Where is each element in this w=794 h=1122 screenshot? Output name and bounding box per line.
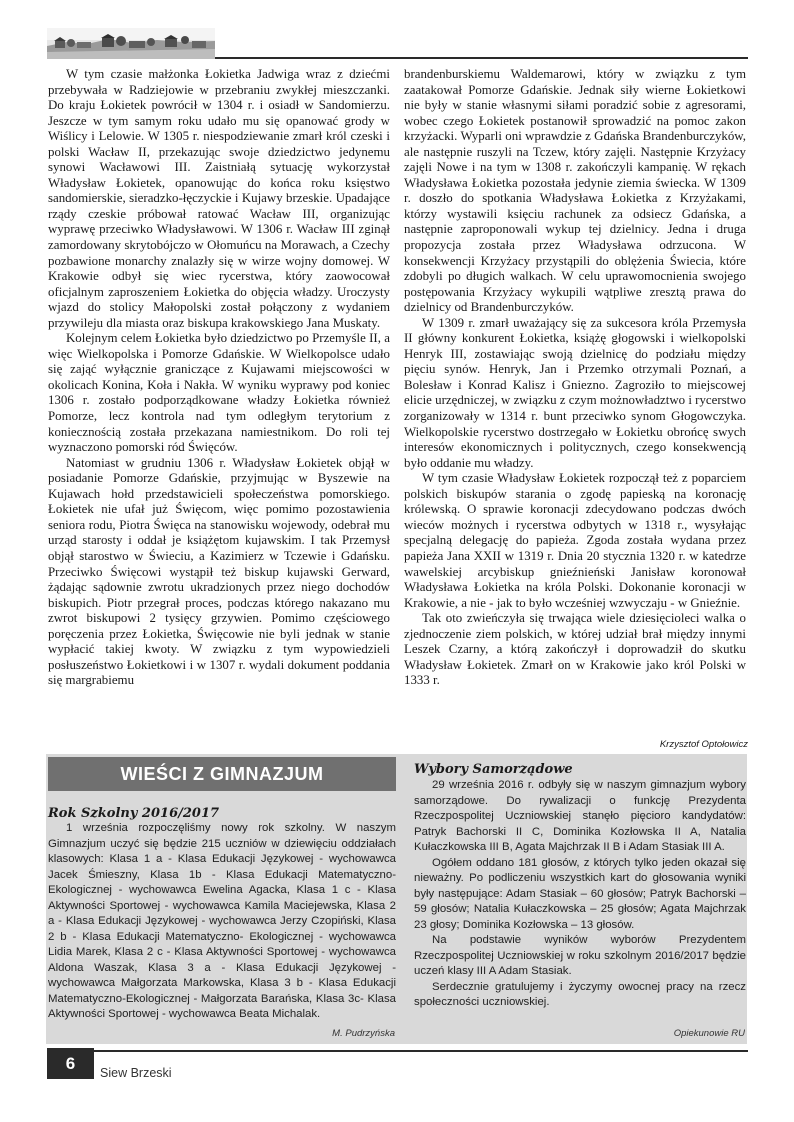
elections-body <box>414 778 746 1011</box>
history-paragraph: Kolejnym celem Łokietka było dziedzictwo po Przemyśle II, a więc Wielkopolska i Pomorze Gdańskie. W Wielkopolsce udało się zająć wyłącznie graniczące z Kujawami miejscowości w okolicach Konina, Koła i Nakła. W wyniku wyprawy pod koniec 1306 r. zostało podporządkowane władzy Łokietka również Pomorze, lecz kontrola nad tym odległym terytorium z koniecznością została przekazana namiestnikom. Do roli tej wyznaczono pomorski ród Święców. <box>48 331 390 455</box>
header-village-photo <box>47 28 215 59</box>
history-paragraph: Tak oto zwieńczyła się trwająca wiele dziesięcioleci walka o zjednoczenie ziem polskich, w której udział brał między innymi Leszek Czarny, a którą zakończył i doprowadził do skutku Władysław Łokietek. Zmarł on w Krakowie jako król Polski w 1333 r. <box>404 611 746 688</box>
school-year-author: M. Pudrzyńska <box>332 1028 395 1039</box>
elections-paragraph: 29 września 2016 r. odbyły się w naszym gimnazjum wybory samorządowe. Do rywalizacji o funkcję Prezydenta Rzeczpospolitej Uczniowskiej stanęło pięcioro kandydatów: Patryk Bachorski II C, Dominika Kozłowska II A, Natalia Kułaczkowska III B, Agata Majchrzak II B i Adam Stasiak III A. <box>414 779 746 853</box>
page-number: 6 <box>47 1048 94 1079</box>
school-year-body <box>48 821 396 1023</box>
school-year-title: Rok Szkolny 2016/2017 <box>48 806 220 821</box>
elections-paragraph: Ogółem oddano 181 głosów, z których tylko jeden okazał się nieważny. Po podliczeniu wszystkich kart do głosowania wyniki były następujące: Adam Stasiak – 60 głosów; Patryk Bachorski – 59 głosów; Natalia Kułaczkowska – 25 głosów; Agata Majchrzak 23 głosy; Dominika Kozłowska – 13 głosów. <box>414 856 746 931</box>
elections-author: Opiekunowie RU <box>673 1028 745 1039</box>
history-author: Krzysztof Optołowicz <box>659 739 748 750</box>
magazine-title: Siew Brzeski <box>100 1066 172 1080</box>
header-rule <box>215 57 748 59</box>
elections-paragraph: Serdecznie gratulujemy i życzymy owocnej pracy na rzecz społeczności uczniowskiej. <box>414 980 746 1008</box>
history-paragraph-continued: brandenburskiemu Waldemarowi, który w związku z tym zaatakował Pomorze Gdańskie. Jednak siły wierne Łokietkowi nie były w stanie własnymi siłami poradzić sobie z agresorami, wobec czego Łokietek postanowił sprowadzić na pomoc zakon krzyżacki. Wyparli oni wprawdzie z Gdańska Brandenburczyków, ale następnie ruszyli na Tczew, który zajęli. Następnie Krzyżacy zajęli Nowe i na tym w 1308 r. zakończyli kampanię. W rękach Władysława Łokietka pozostała jedynie ziemia świecka. W 1309 r. doszło do spotkania Władysława Łokietka z Krzyżakami, którzy wystawili księciu rachunek za odsiecz Gdańska, a następnie zaproponowali wykup tej dzielnicy. Jedna i druga propozycja została przez Władysława odrzucona. W konsekwencji Krzyżacy przystąpili do oblężenia Świecia, które zdobyli po długich walkach. W celu uprawomocnienia swojego postępowania Krzyżacy wykupili wątpliwe zresztą prawa do dzielnicy od Brandenburczyków. <box>404 67 746 315</box>
history-paragraph: W tym czasie Władysław Łokietek rozpoczął też z poparciem polskich biskupów starania o zgodę papieską na koronację królewską. O sprawie koronacji zdecydowano podczas dwóch wieców możnych i rycerstwa odbytych w 1318 r., wysyłając specjalną delegację do papieża. Zgoda została wydana przez papieża Jana XXII w 1319 r. Dnia 20 stycznia 1320 r. w katedrze wawelskiej arcybiskup gnieźnieński Janisław koronował Władysława Łokietka na króla Polski. Dokonanie koronacji w Krakowie, a nie - jak to było wcześniej wzwyczaju - w Gnieźnie. <box>404 471 746 610</box>
village-photo-image <box>47 28 215 59</box>
history-column-right <box>404 67 746 689</box>
section-banner: WIEŚCI Z GIMNAZJUM <box>48 757 396 791</box>
history-paragraph: W 1309 r. zmarł uważający się za sukcesora króla Przemysła II główny konkurent Łokietka, książę głogowski i wielkopolski Henryk III, zostawiając swoją dzielnicę do podziału między pięciu synów. Henryk, Jan i Przemko otrzymali Poznań, a Bolesław i Konrad Kalisz i Gniezno. Zagroziło to miejscowej elicie urzędniczej, w związku z czym możnowładztwo i rycerstwo zorganizowały w 1314 r. bunt przeciwko synom Głogowczyka. Wielkopolskie rycerstwo dostrzegało w Łokietku obrońcę swych interesów ekonomicznych i politycznych, czego konsekwencją było oddanie mu władzy. <box>404 315 746 470</box>
history-column-left <box>48 67 390 689</box>
school-year-paragraph: 1 września rozpoczęliśmy nowy rok szkolny. W naszym Gimnazjum uczyć się będzie 215 uczniów w dziewięciu oddziałach klasowych: Klasa 1 a - Klasa Edukacji Językowej - wychowawca Jacek Śmieszny, Klasa 1b - Klasa Edukacji Matematyczno-Ekologicznej - wychowawca Ewelina Agacka, Klasa 1 c - Klasa Aktywności Sportowej - wychowawca Kamila Maciejewska, Klasa 2 a - Klasa Edukacji Językowej - wychowawca Jerzy Czopiński, Klasa 2 b - Klasa Edukacji Matematyczno- Ekologicznej - wychowawca Lidia Marek, Klasa 2 c - Klasa Aktywności Sportowej - wychowawca Aldona Waszak, Klasa 3 a - Klasa Edukacji Językowej - wychowawca Małgorzata Markowska, Klasa 3 b - Klasa Edukacji Matematyczno-Ekologicznej - Małgorzata Barańska, Klasa 3c- Klasa Aktywności Sportowej - wychowawca Beata Michalak. <box>48 822 396 1020</box>
elections-paragraph: Na podstawie wyników wyborów Prezydentem Rzeczpospolitej Uczniowskiej w roku szkolnym 2016/2017 będzie uczeń klasy III A Adam Stasiak. <box>414 934 746 977</box>
history-paragraph: Natomiast w grudniu 1306 r. Władysław Łokietek objął w posiadanie Pomorze Gdańskie, przyjmując w Byszewie na Kujawach hołd przedstawicieli społeczeństwa pomorskiego. Łokietek nie ufał już Święcom, więc pomimo pozostawienia seniora rodu, Piotra Święca na stanowisku wojewody, odebrał mu urząd starosty i oddał je książętom kujawskim. I tak Przemysł objął starostwo w Świeciu, a Kazimierz w Tczewie i Gdańsku. Przeciwko Święcowi wystąpił też biskup kujawski Gerward, żądając sądownie zwrotu ukradzionych przez niego dochodów biskupich. Piotr przegrał proces, podczas którego nakazano mu zwrot biskupowi 2 tysięcy grzywien. Pomimo częściowego poręczenia przez Łokietka, Święcowie nie byli jednak w stanie wypłacić takiej kwoty. W związku z tym wypowiedzieli posłuszeństwo Łokietkowi i w 1307 r. wydali dokument poddania się margrabiemu <box>48 455 390 688</box>
history-paragraph: W tym czasie małżonka Łokietka Jadwiga wraz z dziećmi przebywała w Radziejowie w przebraniu zwykłej mieszczanki. Do kraju Łokietek powrócił w 1304 r. i osiadł w Sandomierzu. Jeszcze w tym samym roku udało mu się opanować grody w Wiślicy i Lelowie. W 1305 r. niespodziewanie zmarł król czeski i polski Wacław II, przekazując swoje dziedzictwo jedynemu synowi Wacławowi III. Zaistniałą sytuację wykorzystał Władysław Łokietek, opanowując do końca roku księstwo sandomierskie, sieradzko-łęczyckie i Kujawy brzeskie. Upadające rządy czeskie próbował ratować Wacław III, organizując wyprawę przeciwko Władysławowi. W 1306 r. Wacław III zginął zamordowany skrytobójczo w Ołomuńcu na Morawach, a Czechy pozbawione monarchy znalazły się w wirze wojny domowej. W Krakowie odbył się wiec rycerstwa, który zaowocował oficjalnym zaproszeniem Łokietka do objęcia władzy. Uroczysty wjazd do stolicy Małopolski został połączony z wydaniem przywileju dla miasta oraz biskupa krakowskiego Jana Muskaty. <box>48 67 390 330</box>
elections-title: Wybory Samorządowe <box>414 762 573 777</box>
footer-rule <box>94 1050 748 1052</box>
